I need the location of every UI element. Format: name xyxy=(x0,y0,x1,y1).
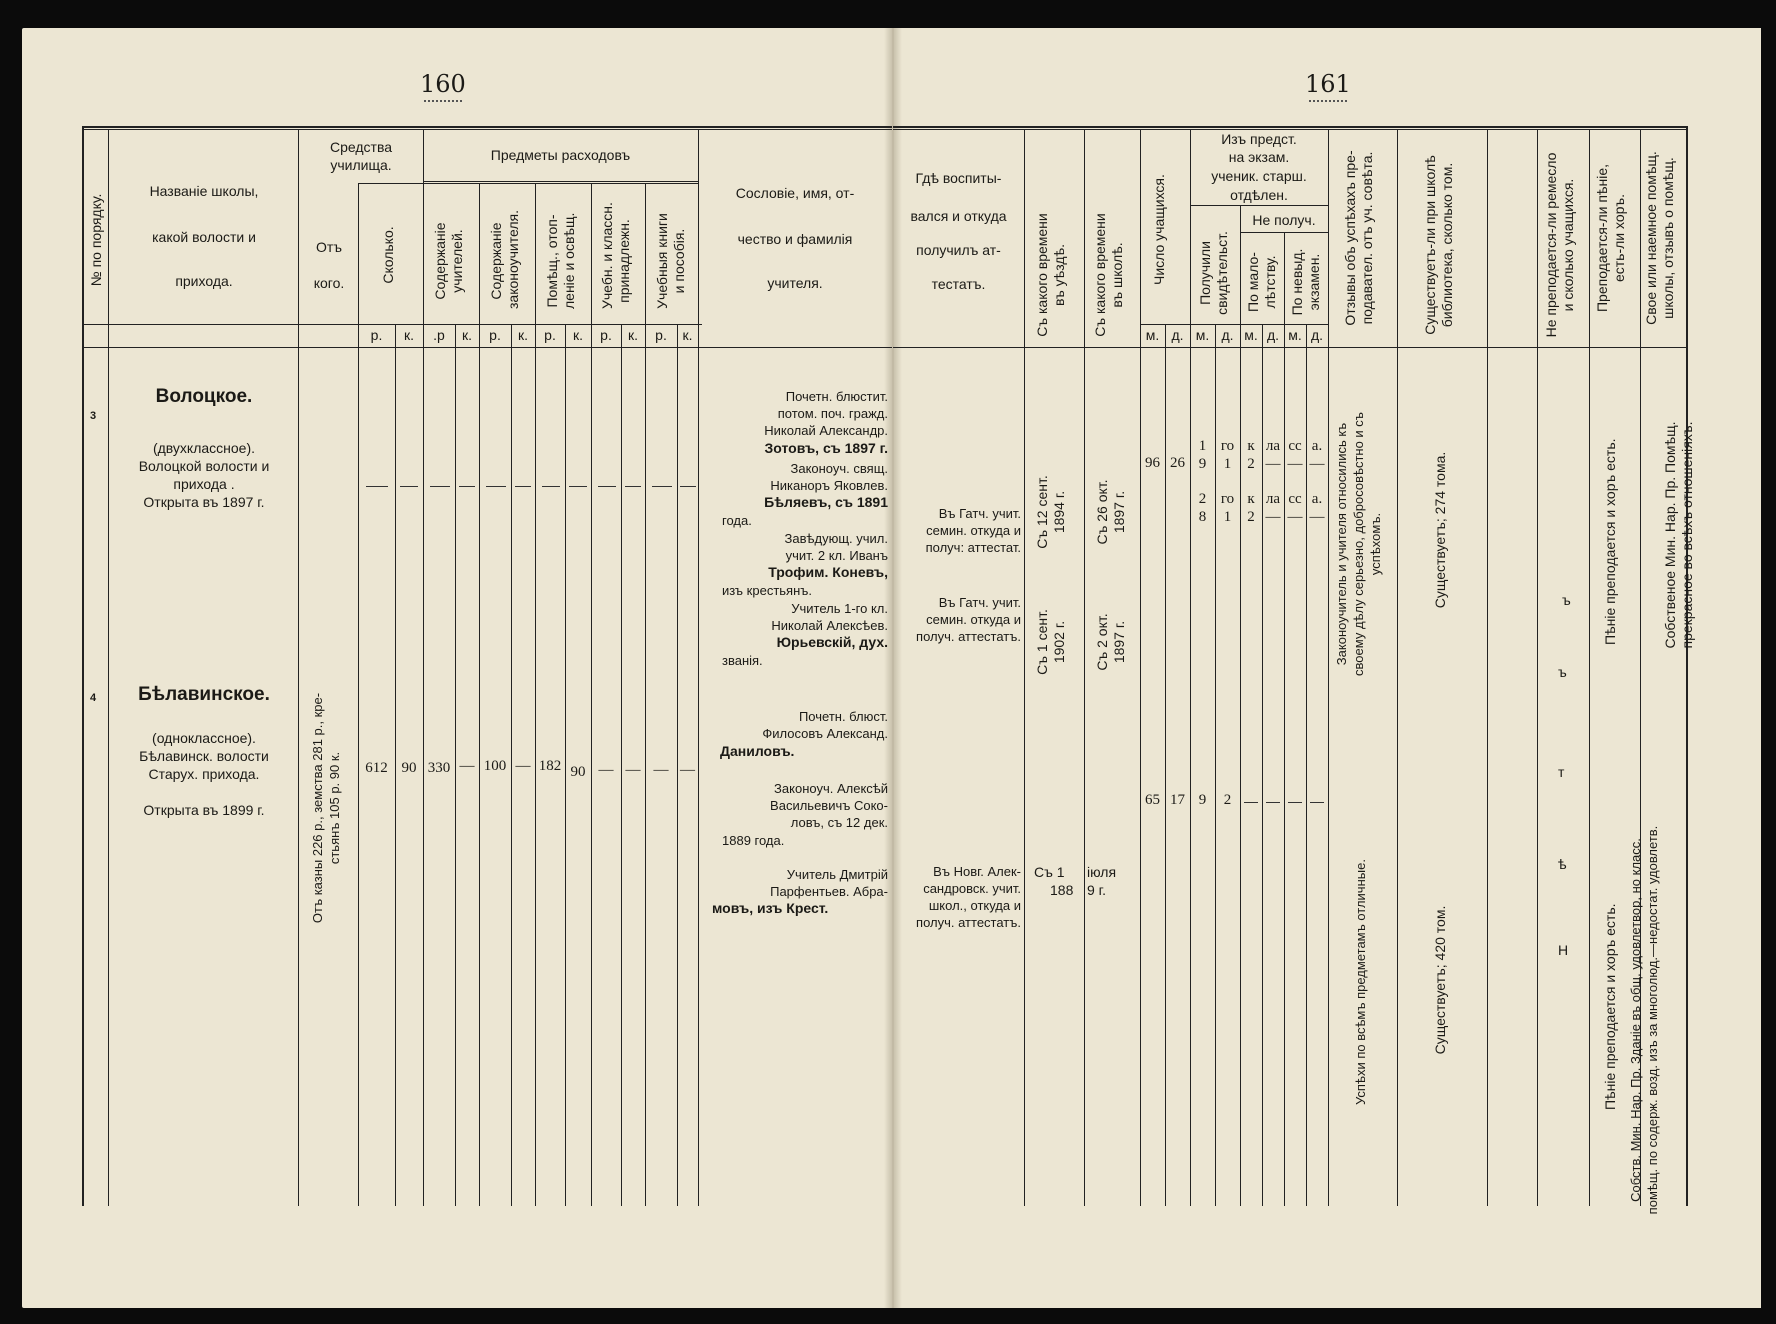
amount-class-k: — xyxy=(625,762,641,778)
educated-header-2: вался и откуда xyxy=(910,208,1007,224)
amount-law-k: — xyxy=(515,758,531,774)
exp-books-header: Учебныя книги и пособія. xyxy=(654,213,687,309)
teacher-line: Зотовъ, съ 1897 г. xyxy=(764,440,888,456)
library-text: Существуетъ; 420 том. xyxy=(1432,905,1448,1055)
teacher-line: Васильевичъ Соко- xyxy=(770,798,888,813)
teacher-line: званія. xyxy=(722,653,763,668)
amount-total-k: 90 xyxy=(401,760,417,776)
order-header: № по порядку. xyxy=(88,193,104,287)
funding-source: Отъ казны 226 р., земства 281 р., кре- стьянъ 105 р. 90 к. xyxy=(310,692,342,924)
since-district-value: Съ 1 xyxy=(1034,864,1065,880)
since-school-value: Съ 2 окт. 1897 г. xyxy=(1094,613,1127,671)
premises-header: Свое или наемное помѣщ. школы, отзывъ о помѣщ. xyxy=(1643,151,1676,325)
from-whom-header-2: кого. xyxy=(313,275,345,291)
premises-text: Собств. Мин. Нар. Пр. Зданіе въ общ. удовлетвор, но класс. помѣщ. по содерж. возд. изъ за многолюд.—недостат. удовлетв. xyxy=(1628,825,1660,1215)
teacher-line: мовъ, изъ Крест. xyxy=(712,900,829,916)
unit-label: р. xyxy=(489,327,501,343)
school-desc-line: Старух. прихода. xyxy=(148,766,260,782)
school-name-header-3: прихода. xyxy=(175,273,233,289)
since-school-value: іюля xyxy=(1087,864,1117,880)
exam-cell: — xyxy=(1309,456,1325,472)
craft-header: Не преподается-ли ремесло и сколько учащихся. xyxy=(1543,152,1576,338)
exam-header-4: отдѣлен. xyxy=(1230,187,1288,203)
pupils-d: 17 xyxy=(1170,792,1185,808)
pupils-d: 26 xyxy=(1170,455,1185,471)
exam-cell: го xyxy=(1220,491,1235,507)
amount-total-r: 612 xyxy=(365,760,388,776)
how-much-header: Сколько. xyxy=(380,226,396,284)
exam-cell: — xyxy=(1309,509,1325,525)
exp-premises-header: Помѣщ., отоп- леніе и освѣщ. xyxy=(544,212,577,309)
exam-cell: 2 xyxy=(1247,509,1255,525)
singing-text: Пѣніе преподается и хоръ есть. xyxy=(1602,438,1618,645)
exam-cell: — xyxy=(1287,509,1303,525)
school-name: Бѣлавинское. xyxy=(138,684,270,705)
teacher-line: учит. 2 кл. Иванъ xyxy=(785,548,888,563)
pupils-m: 96 xyxy=(1145,455,1160,471)
not-got-header: Не получ. xyxy=(1252,212,1316,228)
unit-label: к. xyxy=(682,327,693,343)
unit-label: м. xyxy=(1244,327,1258,343)
exam-cell: а. xyxy=(1311,491,1323,507)
educated-header-1: Гдѣ воспиты- xyxy=(915,170,1002,186)
educated-line: сандровск. учит. xyxy=(923,881,1021,896)
since-school-value: Съ 26 окт. 1897 г. xyxy=(1094,479,1127,545)
exam-cell: а. xyxy=(1311,438,1323,454)
exam-cell: к xyxy=(1247,438,1255,454)
school-name-header-2: какой волости и xyxy=(152,229,256,245)
unit-label: д. xyxy=(1266,327,1280,343)
unit-label: р. xyxy=(370,327,383,343)
funds-header-1: Средства xyxy=(329,139,393,155)
exam-cell: — xyxy=(1287,456,1303,472)
pupils-header: Число учащихся. xyxy=(1151,174,1167,285)
exam-cell: 1 xyxy=(1198,438,1207,454)
teacher-line: изъ крестьянъ. xyxy=(722,583,813,598)
teacher-line: Николай Алексѣев. xyxy=(771,618,888,633)
exp-law-header: Содержаніе законоучителя. xyxy=(488,210,521,309)
amount-books-k: — xyxy=(680,762,695,778)
teacher-line: Николай Александр. xyxy=(764,423,888,438)
singing-text: Пѣніе преподается и хоръ есть. xyxy=(1602,903,1618,1110)
amount-premises-r: 182 xyxy=(538,758,562,774)
unit-label: м. xyxy=(1145,327,1160,343)
exam-cell: — xyxy=(1265,509,1281,525)
teacher-line: года. xyxy=(722,513,752,528)
since-school-header: Съ какого времени въ школѣ. xyxy=(1092,213,1125,337)
exam-header-2: на экзам. xyxy=(1228,149,1290,165)
teacher-line: Учитель 1-го кл. xyxy=(791,601,888,616)
educated-line: семин. откуда и xyxy=(926,523,1021,538)
teacher-line: Парфентьев. Абра- xyxy=(770,884,888,899)
educated-line: Въ Гатч. учит. xyxy=(938,595,1021,610)
unit-label: м. xyxy=(1288,327,1302,343)
exam-cell: 8 xyxy=(1198,509,1207,525)
exam-cell: ла xyxy=(1265,491,1281,507)
teacher-line: Учитель Дмитрій xyxy=(786,867,888,882)
exam-cell: 1 xyxy=(1223,509,1232,525)
unit-label: р. xyxy=(544,327,556,343)
craft-letter: ѣ xyxy=(1558,856,1567,872)
from-whom-header-1: Отъ xyxy=(315,239,343,255)
right-page-number: 161 xyxy=(1305,70,1351,98)
educated-line: Въ Гатч. учит. xyxy=(938,506,1021,521)
teacher-line: Трофим. Коневъ, xyxy=(768,564,888,580)
craft-text: ъ xyxy=(1562,592,1571,608)
review-text: Успѣхи по всѣмъ предметамъ отличные. xyxy=(1353,859,1368,1105)
teacher-line: Даниловъ. xyxy=(720,743,795,759)
school-desc-line: Бѣлавинск. волости xyxy=(139,748,269,764)
reviews-header: Отзывы объ успѣхахъ пре- подавател. отъ уч. совѣта. xyxy=(1342,150,1375,326)
amount-class-r: — xyxy=(598,762,614,778)
school-desc-line: (одноклассное). xyxy=(152,730,256,746)
exam-cell: к xyxy=(1247,491,1255,507)
school-desc-line: Волоцкой волости и xyxy=(138,458,270,474)
since-district-value: 188 xyxy=(1050,882,1074,898)
exam-cell: 2 xyxy=(1247,456,1255,472)
row-order: 3 xyxy=(90,410,97,422)
unit-label: д. xyxy=(1310,327,1324,343)
since-district-value: Съ 12 сент. 1894 г. xyxy=(1034,475,1067,549)
craft-letter: Н xyxy=(1558,942,1569,958)
too-young-header: По мало- лѣтству. xyxy=(1245,252,1278,312)
teacher-line: Почетн. блюст. xyxy=(798,709,888,724)
educated-line: получ. аттестатъ. xyxy=(916,915,1021,930)
unit-label: к. xyxy=(627,327,638,343)
educated-line: Въ Новг. Алек- xyxy=(933,864,1021,879)
unit-label: д. xyxy=(1221,327,1234,343)
craft-letter: ъ xyxy=(1558,664,1567,680)
school-name-header-1: Названіе школы, xyxy=(149,183,259,199)
teacher-line: Филосовъ Александ. xyxy=(762,726,888,741)
exam-cell: ла xyxy=(1265,438,1281,454)
review-text: Законоучитель и учителя относились къ своему дѣлу серьезно, добросовѣстно и съ успѣхомъ. xyxy=(1334,412,1383,676)
educated-line: семин. откуда и xyxy=(926,612,1021,627)
educated-line: получ: аттестат. xyxy=(925,540,1021,555)
exam-cell: 1 xyxy=(1223,456,1232,472)
craft-letter: т xyxy=(1558,764,1565,780)
educated-header-4: тестатъ. xyxy=(931,276,986,292)
teacher-line: ловъ, съ 12 дек. xyxy=(790,815,888,830)
singing-header: Преподается-ли пѣніе, есть-ли хоръ. xyxy=(1594,163,1627,313)
got-cert-header: Получили свидѣтельст. xyxy=(1197,231,1230,315)
amount-teachers-k: — xyxy=(459,758,475,774)
teacher-line: Почетн. блюстит. xyxy=(785,389,888,404)
library-header: Существуетъ-ли при школѣ библиотека, сколько том. xyxy=(1422,155,1455,335)
exam-header-1: Изъ предст. xyxy=(1221,131,1297,147)
premises-text: Собственое Мин. Нар. Пр. Помѣщ. прекрасное во всѣхъ отношеніяхъ. xyxy=(1662,421,1695,649)
amount-teachers-r: 330 xyxy=(427,760,451,776)
teacher-line: Бѣляевъ, съ 1891 xyxy=(764,494,888,510)
unit-label: к. xyxy=(403,327,414,343)
exp-class-header: Учебн. и классн. принадлежн. xyxy=(599,202,632,309)
unit-label: д. xyxy=(1171,327,1184,343)
school-desc-line: прихода . xyxy=(173,476,235,492)
school-name: Волоцкое. xyxy=(155,386,253,407)
unit-label: к. xyxy=(517,327,528,343)
teacher-line: 1889 года. xyxy=(722,833,785,848)
unit-label: р. xyxy=(600,327,612,343)
unit-label: .р xyxy=(433,327,445,343)
since-school-value: 9 г. xyxy=(1087,882,1106,898)
expenses-header: Предметы расходовъ xyxy=(490,147,631,163)
pupils-m: 65 xyxy=(1145,792,1160,808)
exam-cell: го xyxy=(1220,438,1235,454)
row-order: 4 xyxy=(90,692,97,704)
amount-law-r: 100 xyxy=(483,758,507,774)
teacher-line: Юрьевскій, дух. xyxy=(776,634,888,650)
unit-label: р. xyxy=(655,327,667,343)
unit-label: к. xyxy=(572,327,583,343)
exp-teachers-header: Содержаніе учителей. xyxy=(432,222,465,300)
teacher-line: Законоуч. свящ. xyxy=(790,461,888,476)
teacher-header-3: учителя. xyxy=(767,275,823,291)
teacher-header-1: Сословіе, имя, от- xyxy=(735,185,855,201)
teacher-line: Законоуч. Алексѣй xyxy=(774,781,888,796)
school-desc-line: Открыта въ 1897 г. xyxy=(143,494,265,510)
teacher-line: Завѣдующ. учил. xyxy=(784,531,888,546)
exam-cell: сс xyxy=(1288,491,1302,507)
amount-premises-k: 90 xyxy=(570,764,586,780)
unit-label: к. xyxy=(461,327,472,343)
funds-header-2: училища. xyxy=(330,157,392,173)
exam-cell: 2 xyxy=(1198,491,1207,507)
exam-cell: сс xyxy=(1288,438,1302,454)
educated-line: школ., откуда и xyxy=(928,898,1021,913)
amount-books-r: — xyxy=(653,762,669,778)
left-page-number: 160 xyxy=(420,70,466,98)
educated-header-3: получилъ ат- xyxy=(916,242,1001,258)
exam-cell: 9 xyxy=(1198,456,1207,472)
unit-label: м. xyxy=(1195,327,1210,343)
library-text: Существуетъ; 274 тома. xyxy=(1432,451,1448,609)
got-cert-m: 9 xyxy=(1198,792,1207,808)
got-cert-d: 2 xyxy=(1223,792,1232,808)
since-district-header: Съ какого времени въ уѣздѣ. xyxy=(1034,213,1067,337)
no-exam-header: По невыд. экзамен. xyxy=(1289,248,1322,316)
exam-header-3: ученик. старш. xyxy=(1211,168,1307,184)
teacher-line: потом. поч. гражд. xyxy=(777,406,888,421)
school-desc-line: Открыта въ 1899 г. xyxy=(143,802,265,818)
educated-line: получ. аттестатъ. xyxy=(916,629,1021,644)
exam-cell: — xyxy=(1265,456,1281,472)
school-desc-line: (двухклассное). xyxy=(152,440,256,456)
teacher-line: Никаноръ Яковлев. xyxy=(770,478,888,493)
since-district-value: Съ 1 сент. 1902 г. xyxy=(1034,609,1067,675)
teacher-header-2: чество и фамилія xyxy=(737,231,853,247)
